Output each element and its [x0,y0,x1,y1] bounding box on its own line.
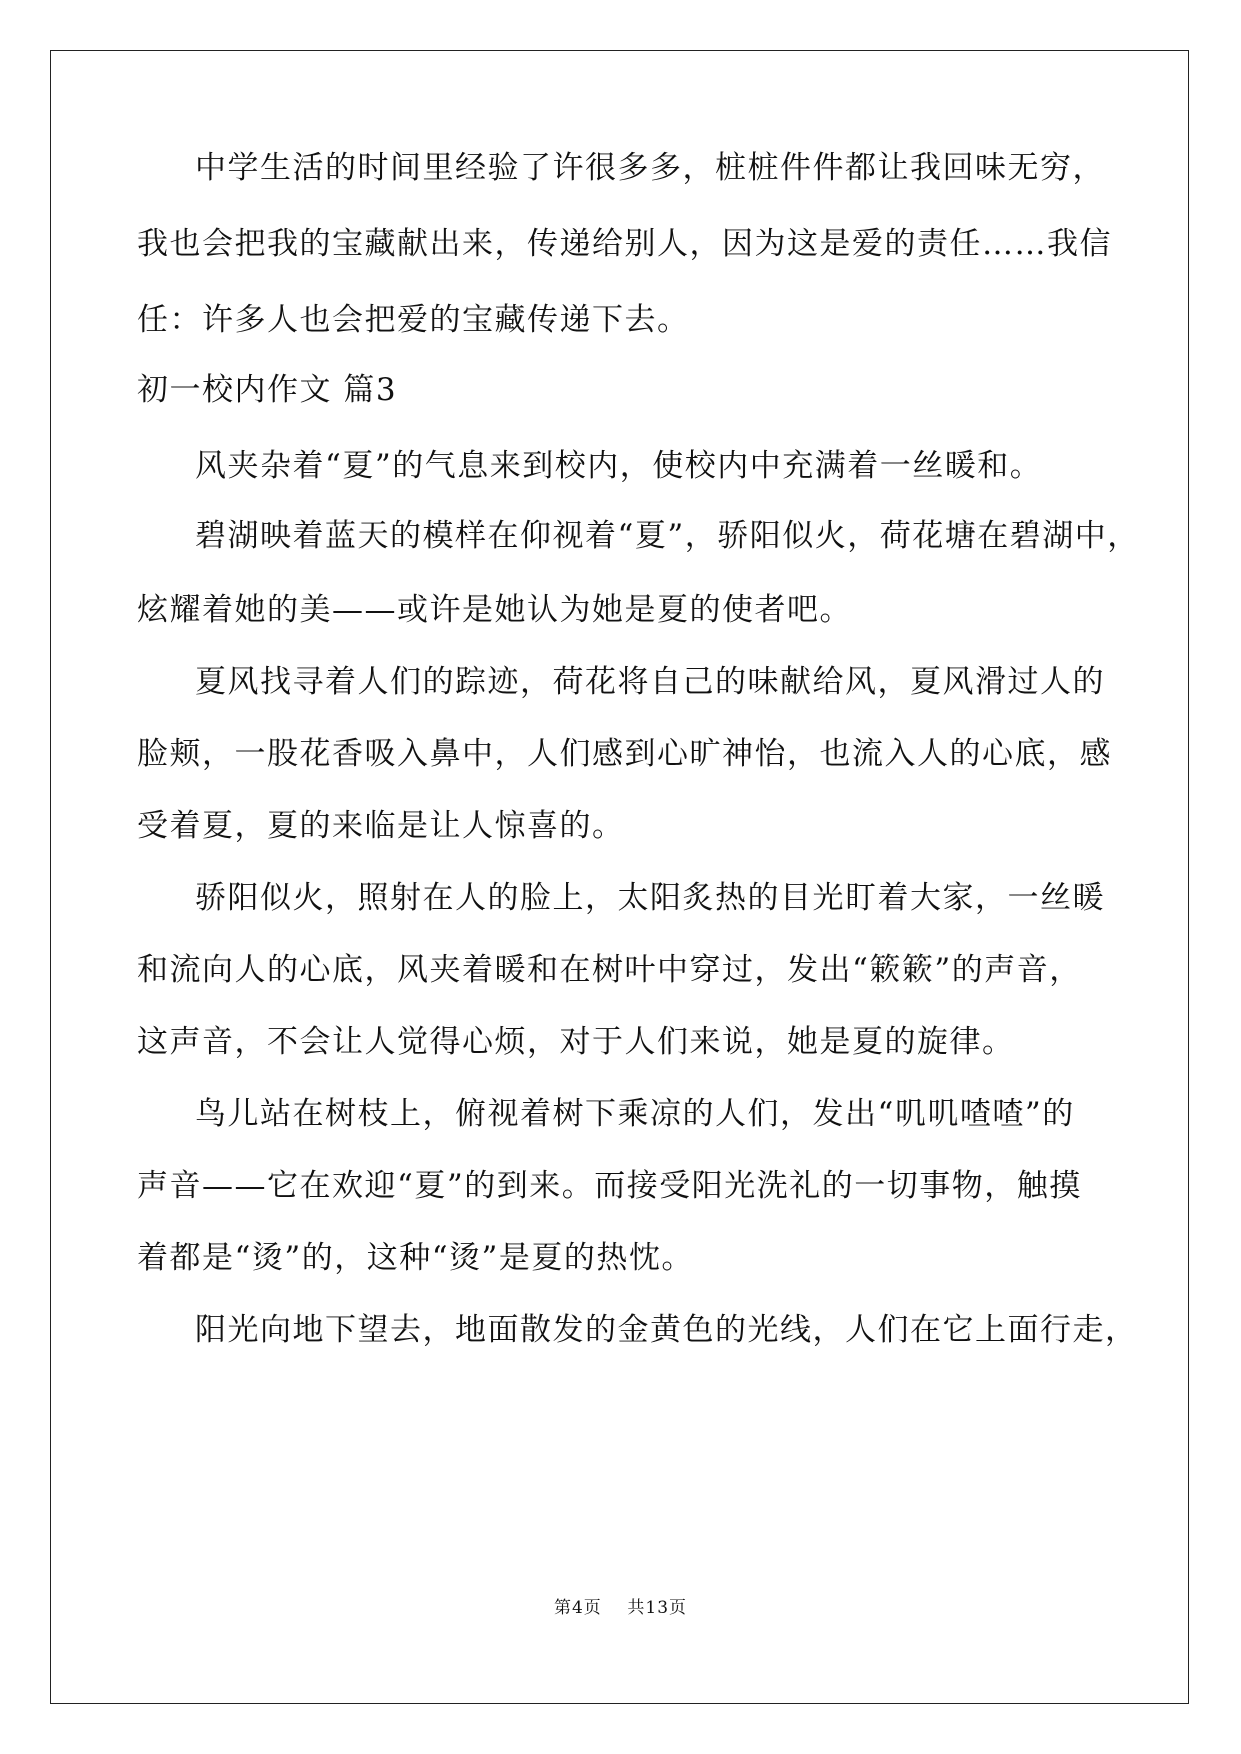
paragraph-line: 阳光向地下望去，地面散发的金黄色的光线，人们在它上面行走， [195,1312,1138,1348]
paragraph-line: 中学生活的时间里经验了许很多多，桩桩件件都让我回味无穷， [195,150,1105,186]
paragraph-line: 夏风找寻着人们的踪迹，荷花将自己的味献给风，夏风滑过人的 [195,664,1105,700]
section-heading: 初一校内作文 篇3 [137,372,398,408]
paragraph-line: 任：许多人也会把爱的宝藏传递下去。 [137,302,690,338]
paragraph-line: 骄阳似火，照射在人的脸上，太阳炙热的目光盯着大家，一丝暖 [195,880,1105,916]
page-number-footer: 第4页 共13页 [553,1598,688,1618]
paragraph-line: 鸟儿站在树枝上，俯视着树下乘凉的人们，发出“叽叽喳喳”的 [195,1096,1075,1132]
paragraph-line: 和流向人的心底，风夹着暖和在树叶中穿过，发出“簌簌”的声音， [137,952,1082,988]
paragraph-line: 脸颊，一股花香吸入鼻中，人们感到心旷神怡，也流入人的心底，感 [137,736,1112,772]
paragraph-line: 着都是“烫”的，这种“烫”是夏的热忱。 [137,1240,694,1276]
page-frame [50,50,1189,1704]
paragraph-line: 碧湖映着蓝天的模样在仰视着“夏”，骄阳似火，荷花塘在碧湖中， [195,518,1140,554]
paragraph-line: 受着夏，夏的来临是让人惊喜的。 [137,808,625,844]
paragraph-line: 这声音，不会让人觉得心烦，对于人们来说，她是夏的旋律。 [137,1024,1015,1060]
paragraph-line: 风夹杂着“夏”的气息来到校内，使校内中充满着一丝暖和。 [195,448,1043,484]
paragraph-line: 我也会把我的宝藏献出来，传递给别人，因为这是爱的责任……我信 [137,226,1112,262]
paragraph-line: 声音——它在欢迎“夏”的到来。而接受阳光洗礼的一切事物，触摸 [137,1168,1082,1204]
paragraph-line: 炫耀着她的美——或许是她认为她是夏的使者吧。 [137,592,852,628]
